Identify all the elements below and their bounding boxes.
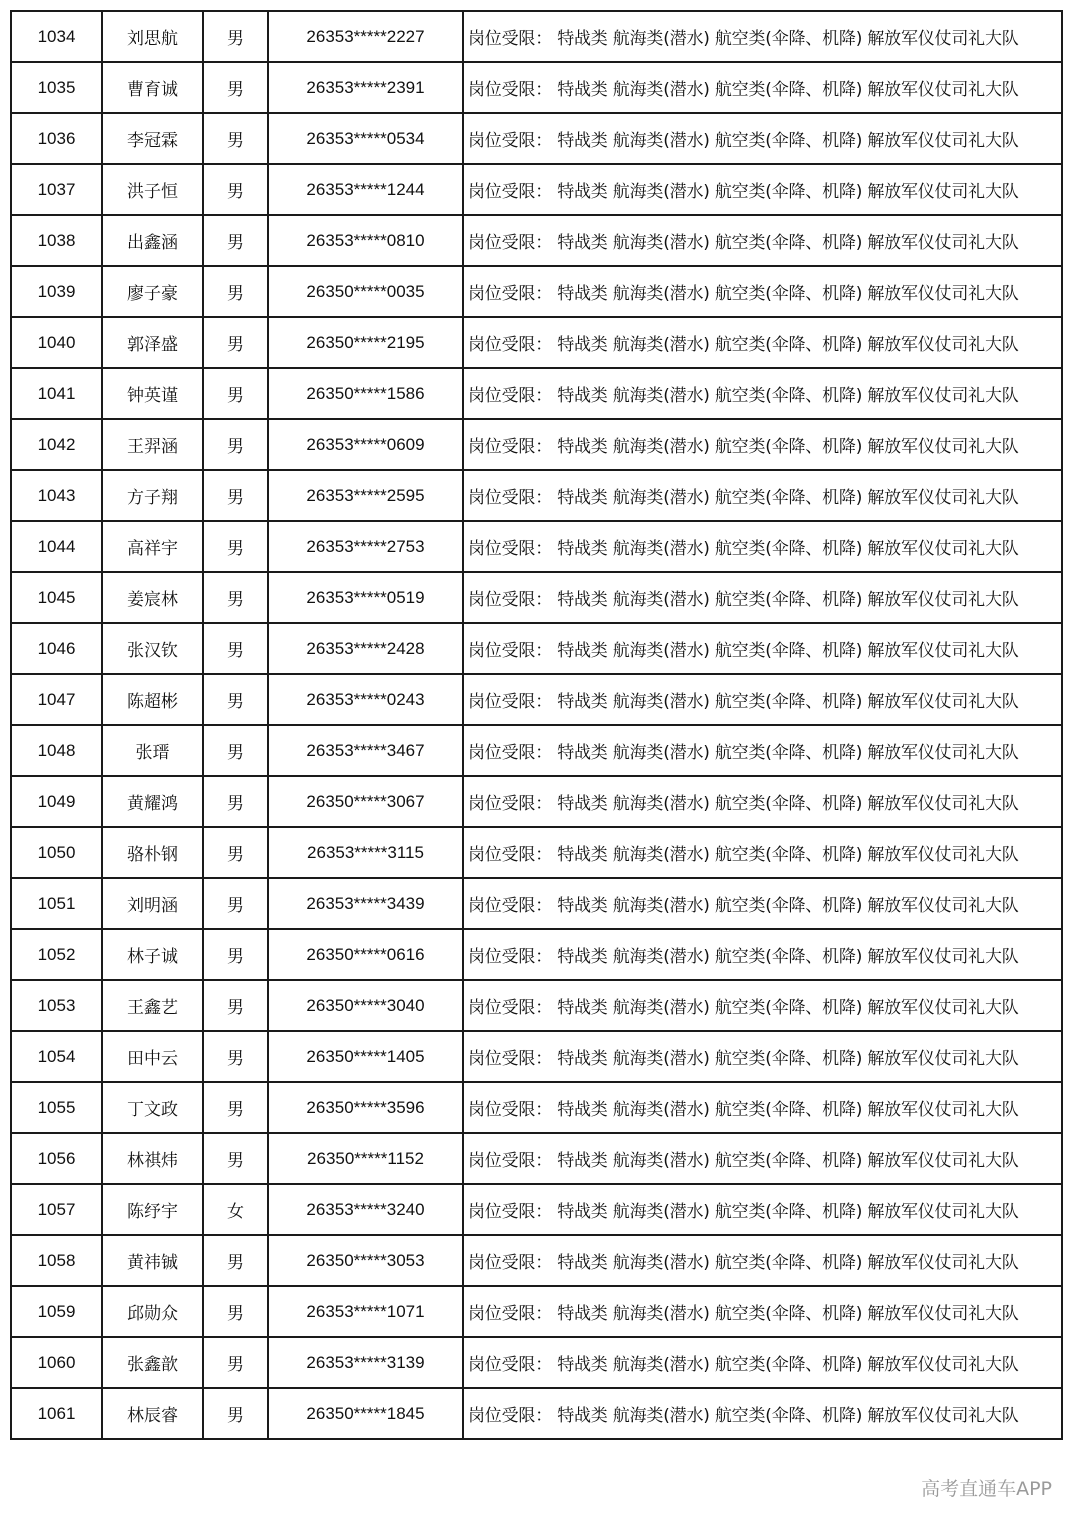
table-row: [11, 674, 1062, 725]
name-cell: 姜宸林: [102, 572, 203, 623]
name-cell: 曹育诚: [102, 62, 203, 113]
name-cell: 王鑫艺: [102, 980, 203, 1031]
restriction-note-cell: 岗位受限： 特战类 航海类(潜水) 航空类(伞降、机降) 解放军仪仗司礼大队: [463, 470, 1062, 521]
seq-cell: 1041: [11, 368, 102, 419]
gender-cell: 男: [203, 980, 268, 1031]
seq-cell: 1053: [11, 980, 102, 1031]
name-cell: 刘明涵: [102, 878, 203, 929]
candidate-id-cell: 26353*****0609: [268, 419, 463, 470]
gender-cell: 男: [203, 317, 268, 368]
gender-cell: 男: [203, 725, 268, 776]
table-row: [11, 827, 1062, 878]
name-cell: 黄祎铖: [102, 1235, 203, 1286]
candidate-id-cell: 26350*****1586: [268, 368, 463, 419]
restriction-note-cell: 岗位受限： 特战类 航海类(潜水) 航空类(伞降、机降) 解放军仪仗司礼大队: [463, 11, 1062, 62]
name-cell: 陈纾宇: [102, 1184, 203, 1235]
gender-cell: 男: [203, 878, 268, 929]
gender-cell: 男: [203, 674, 268, 725]
seq-cell: 1054: [11, 1031, 102, 1082]
watermark: 高考直通车APP: [921, 1478, 1052, 1500]
table-row: [11, 317, 1062, 368]
gender-cell: 男: [203, 1031, 268, 1082]
candidate-id-cell: 26353*****1244: [268, 164, 463, 215]
gender-cell: 男: [203, 827, 268, 878]
table-row: [11, 878, 1062, 929]
seq-cell: 1060: [11, 1337, 102, 1388]
table-row: [11, 929, 1062, 980]
restriction-note-cell: 岗位受限： 特战类 航海类(潜水) 航空类(伞降、机降) 解放军仪仗司礼大队: [463, 1235, 1062, 1286]
seq-cell: 1050: [11, 827, 102, 878]
gender-cell: 男: [203, 62, 268, 113]
name-cell: 林辰睿: [102, 1388, 203, 1439]
gender-cell: 男: [203, 1082, 268, 1133]
candidate-id-cell: 26353*****2391: [268, 62, 463, 113]
name-cell: 邱勋众: [102, 1286, 203, 1337]
seq-cell: 1042: [11, 419, 102, 470]
table-row: [11, 1133, 1062, 1184]
restriction-note-cell: 岗位受限： 特战类 航海类(潜水) 航空类(伞降、机降) 解放军仪仗司礼大队: [463, 1082, 1062, 1133]
restriction-note-cell: 岗位受限： 特战类 航海类(潜水) 航空类(伞降、机降) 解放军仪仗司礼大队: [463, 419, 1062, 470]
candidate-id-cell: 26353*****3439: [268, 878, 463, 929]
candidate-id-cell: 26350*****1405: [268, 1031, 463, 1082]
table-row: [11, 470, 1062, 521]
candidate-id-cell: 26350*****1845: [268, 1388, 463, 1439]
seq-cell: 1057: [11, 1184, 102, 1235]
restriction-note-cell: 岗位受限： 特战类 航海类(潜水) 航空类(伞降、机降) 解放军仪仗司礼大队: [463, 215, 1062, 266]
restriction-note-cell: 岗位受限： 特战类 航海类(潜水) 航空类(伞降、机降) 解放军仪仗司礼大队: [463, 1031, 1062, 1082]
restriction-note-cell: 岗位受限： 特战类 航海类(潜水) 航空类(伞降、机降) 解放军仪仗司礼大队: [463, 776, 1062, 827]
seq-cell: 1058: [11, 1235, 102, 1286]
name-cell: 林祺炜: [102, 1133, 203, 1184]
candidate-id-cell: 26353*****0243: [268, 674, 463, 725]
gender-cell: 男: [203, 1286, 268, 1337]
gender-cell: 男: [203, 623, 268, 674]
table-row: [11, 1388, 1062, 1439]
candidate-id-cell: 26350*****2195: [268, 317, 463, 368]
name-cell: 出鑫涵: [102, 215, 203, 266]
candidate-id-cell: 26353*****3467: [268, 725, 463, 776]
seq-cell: 1059: [11, 1286, 102, 1337]
candidate-id-cell: 26353*****0534: [268, 113, 463, 164]
candidate-id-cell: 26353*****0810: [268, 215, 463, 266]
candidate-id-cell: 26350*****3596: [268, 1082, 463, 1133]
seq-cell: 1043: [11, 470, 102, 521]
gender-cell: 男: [203, 368, 268, 419]
name-cell: 丁文政: [102, 1082, 203, 1133]
seq-cell: 1052: [11, 929, 102, 980]
table-row: [11, 419, 1062, 470]
restriction-note-cell: 岗位受限： 特战类 航海类(潜水) 航空类(伞降、机降) 解放军仪仗司礼大队: [463, 878, 1062, 929]
restriction-note-cell: 岗位受限： 特战类 航海类(潜水) 航空类(伞降、机降) 解放军仪仗司礼大队: [463, 266, 1062, 317]
table-row: [11, 521, 1062, 572]
table-row: [11, 215, 1062, 266]
restriction-note-cell: 岗位受限： 特战类 航海类(潜水) 航空类(伞降、机降) 解放军仪仗司礼大队: [463, 62, 1062, 113]
table-row: [11, 164, 1062, 215]
seq-cell: 1040: [11, 317, 102, 368]
seq-cell: 1045: [11, 572, 102, 623]
name-cell: 张瑨: [102, 725, 203, 776]
seq-cell: 1038: [11, 215, 102, 266]
name-cell: 黄耀鸿: [102, 776, 203, 827]
gender-cell: 男: [203, 215, 268, 266]
restriction-note-cell: 岗位受限： 特战类 航海类(潜水) 航空类(伞降、机降) 解放军仪仗司礼大队: [463, 980, 1062, 1031]
name-cell: 李冠霖: [102, 113, 203, 164]
table-row: [11, 62, 1062, 113]
candidate-id-cell: 26350*****3067: [268, 776, 463, 827]
name-cell: 陈超彬: [102, 674, 203, 725]
seq-cell: 1061: [11, 1388, 102, 1439]
gender-cell: 男: [203, 1235, 268, 1286]
candidate-id-cell: 26353*****2428: [268, 623, 463, 674]
table-row: [11, 725, 1062, 776]
gender-cell: 男: [203, 113, 268, 164]
restriction-note-cell: 岗位受限： 特战类 航海类(潜水) 航空类(伞降、机降) 解放军仪仗司礼大队: [463, 725, 1062, 776]
table-row: [11, 1235, 1062, 1286]
candidate-id-cell: 26353*****1071: [268, 1286, 463, 1337]
seq-cell: 1049: [11, 776, 102, 827]
table-row: [11, 113, 1062, 164]
name-cell: 王羿涵: [102, 419, 203, 470]
gender-cell: 男: [203, 266, 268, 317]
seq-cell: 1046: [11, 623, 102, 674]
candidate-id-cell: 26353*****3115: [268, 827, 463, 878]
name-cell: 方子翔: [102, 470, 203, 521]
name-cell: 林子诚: [102, 929, 203, 980]
table-body: [11, 11, 1062, 1439]
candidate-id-cell: 26350*****0035: [268, 266, 463, 317]
gender-cell: 男: [203, 11, 268, 62]
restriction-note-cell: 岗位受限： 特战类 航海类(潜水) 航空类(伞降、机降) 解放军仪仗司礼大队: [463, 674, 1062, 725]
table-row: [11, 1031, 1062, 1082]
name-cell: 田中云: [102, 1031, 203, 1082]
seq-cell: 1048: [11, 725, 102, 776]
restriction-note-cell: 岗位受限： 特战类 航海类(潜水) 航空类(伞降、机降) 解放军仪仗司礼大队: [463, 1286, 1062, 1337]
gender-cell: 男: [203, 929, 268, 980]
table-row: [11, 572, 1062, 623]
restriction-note-cell: 岗位受限： 特战类 航海类(潜水) 航空类(伞降、机降) 解放军仪仗司礼大队: [463, 317, 1062, 368]
table-row: [11, 266, 1062, 317]
table-row: [11, 1082, 1062, 1133]
gender-cell: 男: [203, 1133, 268, 1184]
name-cell: 钟英谨: [102, 368, 203, 419]
name-cell: 刘思航: [102, 11, 203, 62]
seq-cell: 1044: [11, 521, 102, 572]
seq-cell: 1055: [11, 1082, 102, 1133]
candidate-id-cell: 26353*****2595: [268, 470, 463, 521]
seq-cell: 1035: [11, 62, 102, 113]
gender-cell: 男: [203, 1337, 268, 1388]
name-cell: 高祥宇: [102, 521, 203, 572]
candidate-id-cell: 26353*****2753: [268, 521, 463, 572]
table-row: [11, 368, 1062, 419]
restriction-note-cell: 岗位受限： 特战类 航海类(潜水) 航空类(伞降、机降) 解放军仪仗司礼大队: [463, 1133, 1062, 1184]
seq-cell: 1056: [11, 1133, 102, 1184]
seq-cell: 1037: [11, 164, 102, 215]
candidate-id-cell: 26353*****2227: [268, 11, 463, 62]
restriction-note-cell: 岗位受限： 特战类 航海类(潜水) 航空类(伞降、机降) 解放军仪仗司礼大队: [463, 572, 1062, 623]
seq-cell: 1039: [11, 266, 102, 317]
candidate-id-cell: 26353*****0519: [268, 572, 463, 623]
restriction-note-cell: 岗位受限： 特战类 航海类(潜水) 航空类(伞降、机降) 解放军仪仗司礼大队: [463, 1388, 1062, 1439]
name-cell: 洪子恒: [102, 164, 203, 215]
seq-cell: 1047: [11, 674, 102, 725]
candidate-id-cell: 26353*****3240: [268, 1184, 463, 1235]
gender-cell: 女: [203, 1184, 268, 1235]
table-row: [11, 1184, 1062, 1235]
table-row: [11, 11, 1062, 62]
name-cell: 廖子豪: [102, 266, 203, 317]
table-row: [11, 776, 1062, 827]
table-row: [11, 623, 1062, 674]
table-row: [11, 1286, 1062, 1337]
seq-cell: 1051: [11, 878, 102, 929]
candidate-table: [10, 10, 1063, 1440]
name-cell: 张汉钦: [102, 623, 203, 674]
gender-cell: 男: [203, 776, 268, 827]
restriction-note-cell: 岗位受限： 特战类 航海类(潜水) 航空类(伞降、机降) 解放军仪仗司礼大队: [463, 368, 1062, 419]
seq-cell: 1034: [11, 11, 102, 62]
candidate-id-cell: 26350*****3040: [268, 980, 463, 1031]
table-row: [11, 980, 1062, 1031]
candidate-id-cell: 26350*****3053: [268, 1235, 463, 1286]
restriction-note-cell: 岗位受限： 特战类 航海类(潜水) 航空类(伞降、机降) 解放军仪仗司礼大队: [463, 164, 1062, 215]
candidate-id-cell: 26350*****0616: [268, 929, 463, 980]
restriction-note-cell: 岗位受限： 特战类 航海类(潜水) 航空类(伞降、机降) 解放军仪仗司礼大队: [463, 1184, 1062, 1235]
table-row: [11, 1337, 1062, 1388]
restriction-note-cell: 岗位受限： 特战类 航海类(潜水) 航空类(伞降、机降) 解放军仪仗司礼大队: [463, 113, 1062, 164]
name-cell: 骆朴钢: [102, 827, 203, 878]
candidate-id-cell: 26353*****3139: [268, 1337, 463, 1388]
name-cell: 郭泽盛: [102, 317, 203, 368]
gender-cell: 男: [203, 1388, 268, 1439]
restriction-note-cell: 岗位受限： 特战类 航海类(潜水) 航空类(伞降、机降) 解放军仪仗司礼大队: [463, 1337, 1062, 1388]
candidate-id-cell: 26350*****1152: [268, 1133, 463, 1184]
gender-cell: 男: [203, 572, 268, 623]
gender-cell: 男: [203, 164, 268, 215]
seq-cell: 1036: [11, 113, 102, 164]
restriction-note-cell: 岗位受限： 特战类 航海类(潜水) 航空类(伞降、机降) 解放军仪仗司礼大队: [463, 521, 1062, 572]
restriction-note-cell: 岗位受限： 特战类 航海类(潜水) 航空类(伞降、机降) 解放军仪仗司礼大队: [463, 623, 1062, 674]
name-cell: 张鑫歆: [102, 1337, 203, 1388]
gender-cell: 男: [203, 419, 268, 470]
restriction-note-cell: 岗位受限： 特战类 航海类(潜水) 航空类(伞降、机降) 解放军仪仗司礼大队: [463, 929, 1062, 980]
gender-cell: 男: [203, 521, 268, 572]
gender-cell: 男: [203, 470, 268, 521]
restriction-note-cell: 岗位受限： 特战类 航海类(潜水) 航空类(伞降、机降) 解放军仪仗司礼大队: [463, 827, 1062, 878]
